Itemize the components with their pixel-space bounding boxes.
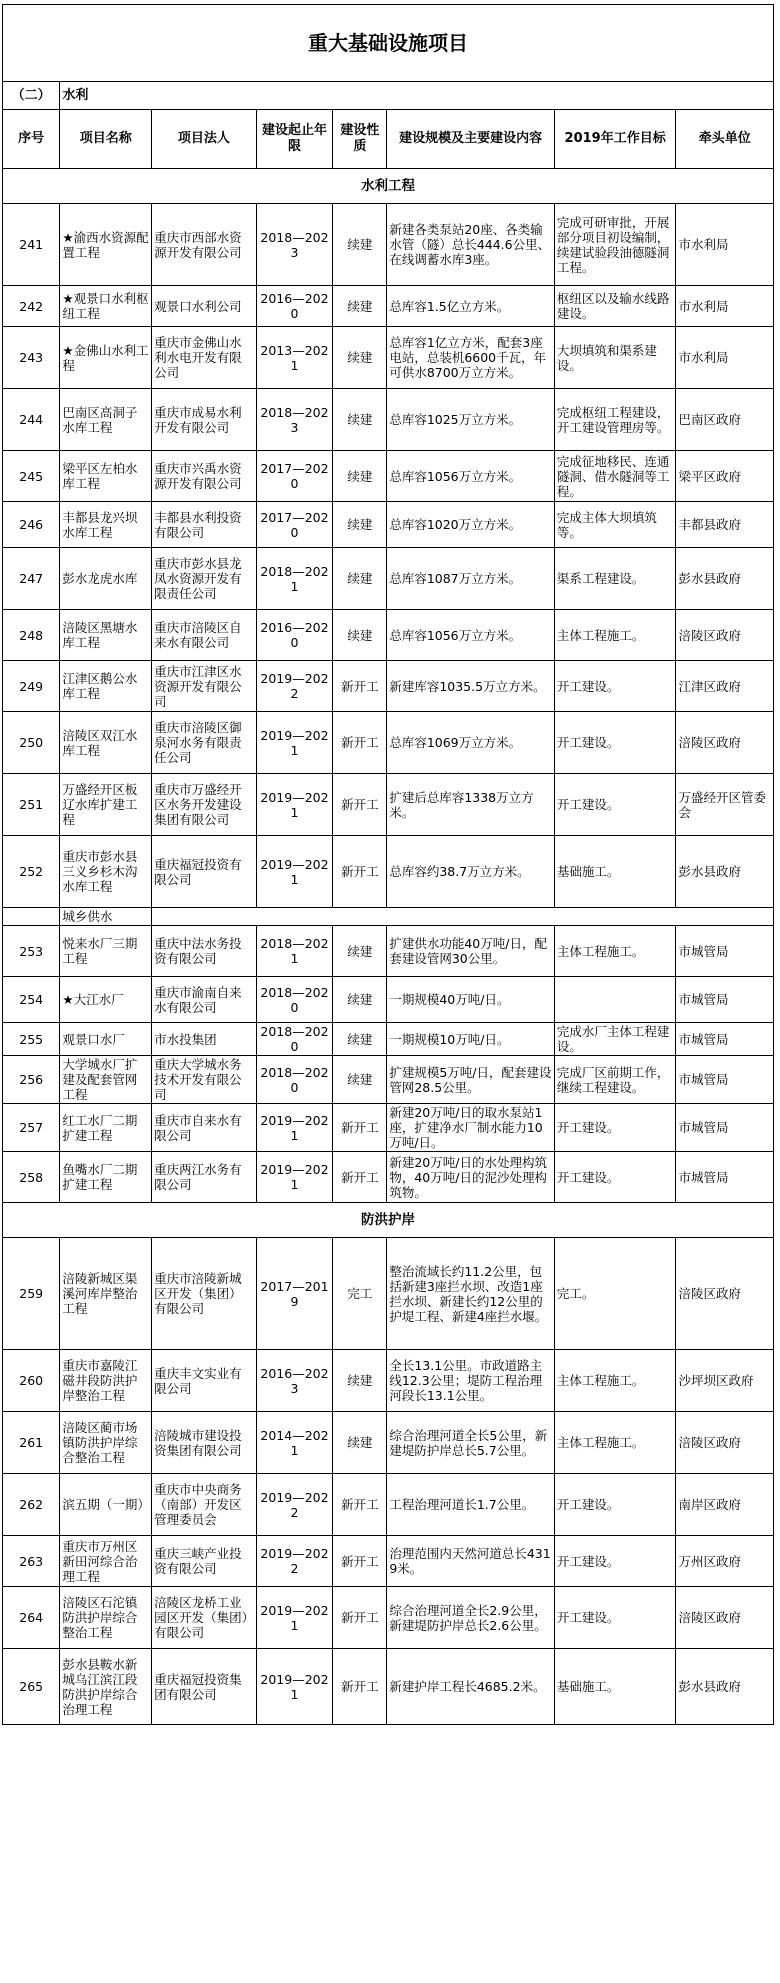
cell-nature: 续建 bbox=[333, 1023, 387, 1056]
cell-nature: 续建 bbox=[333, 286, 387, 327]
cell-nature: 续建 bbox=[333, 204, 387, 286]
cell-goal: 基础施工。 bbox=[554, 836, 676, 908]
cell-scope: 全长13.1公里。市政道路主线12.3公里；堤防工程治理河段长13.1公里。 bbox=[387, 1350, 555, 1412]
cell-goal: 大坝填筑和渠系建设。 bbox=[554, 327, 676, 389]
cell-no: 256 bbox=[3, 1056, 60, 1104]
cell-no: 251 bbox=[3, 774, 60, 836]
cell-name: ★大江水厂 bbox=[60, 977, 152, 1023]
cell-scope: 整治流域长约11.2公里，包括新建3座拦水坝、改造1座拦水坝、新建长约12公里的护堤工程、新建4座拦水堰。 bbox=[387, 1238, 555, 1350]
subsection-number: （二） bbox=[3, 82, 60, 110]
cell-lead: 市城管局 bbox=[676, 1152, 774, 1203]
table-row bbox=[3, 1412, 774, 1474]
cell-goal: 开工建设。 bbox=[554, 1104, 676, 1152]
cell-no: 246 bbox=[3, 502, 60, 548]
cell-name: 丰都县龙兴坝水库工程 bbox=[60, 502, 152, 548]
cell-years: 2018—2023 bbox=[256, 204, 333, 286]
cell-years: 2018—2023 bbox=[256, 389, 333, 451]
cell-name: 红工水厂二期扩建工程 bbox=[60, 1104, 152, 1152]
cell-no: 254 bbox=[3, 977, 60, 1023]
cell-lead: 市水利局 bbox=[676, 204, 774, 286]
cell-owner: 丰都县水利投资有限公司 bbox=[152, 502, 256, 548]
cell-goal: 开工建设。 bbox=[554, 1536, 676, 1587]
table-row bbox=[3, 1649, 774, 1725]
cell-no: 250 bbox=[3, 712, 60, 774]
cell-years: 2017—2020 bbox=[256, 451, 333, 502]
cell-nature: 续建 bbox=[333, 926, 387, 977]
cell-no: 255 bbox=[3, 1023, 60, 1056]
cell-no: 248 bbox=[3, 610, 60, 661]
cell-lead: 南岸区政府 bbox=[676, 1474, 774, 1536]
cell-goal: 主体工程施工。 bbox=[554, 610, 676, 661]
cell-owner: 重庆市西部水资源开发有限公司 bbox=[152, 204, 256, 286]
cell-lead: 万盛经开区管委会 bbox=[676, 774, 774, 836]
cell-lead: 市城管局 bbox=[676, 1023, 774, 1056]
cell-nature: 新开工 bbox=[333, 1649, 387, 1725]
cell-owner: 重庆大学城水务技术开发有限公司 bbox=[152, 1056, 256, 1104]
cell-owner: 重庆市金佛山水利水电开发有限公司 bbox=[152, 327, 256, 389]
cell-goal: 开工建设。 bbox=[554, 1474, 676, 1536]
cell-no: 260 bbox=[3, 1350, 60, 1412]
table-row bbox=[3, 774, 774, 836]
cell-scope: 总库容1.5亿立方米。 bbox=[387, 286, 555, 327]
cell-name: 万盛经开区板辽水库扩建工程 bbox=[60, 774, 152, 836]
table-row bbox=[3, 1104, 774, 1152]
cell-lead: 万州区政府 bbox=[676, 1536, 774, 1587]
cell-owner: 重庆市江津区水资源开发有限公司 bbox=[152, 661, 256, 712]
cell-name: 彭水龙虎水库 bbox=[60, 548, 152, 610]
table-row bbox=[3, 977, 774, 1023]
cell-name: 滨五期（一期） bbox=[60, 1474, 152, 1536]
cell-goal: 开工建设。 bbox=[554, 712, 676, 774]
cell-no: 264 bbox=[3, 1587, 60, 1649]
cell-no: 261 bbox=[3, 1412, 60, 1474]
section-title: 防洪护岸 bbox=[3, 1203, 774, 1238]
cell-lead: 涪陵区政府 bbox=[676, 1587, 774, 1649]
cell-no: 258 bbox=[3, 1152, 60, 1203]
table-row bbox=[3, 712, 774, 774]
cell-goal: 枢纽区以及输水线路建设。 bbox=[554, 286, 676, 327]
cell-nature: 续建 bbox=[333, 977, 387, 1023]
header-cell-years: 建设起止年限 bbox=[256, 110, 333, 169]
table-row bbox=[3, 836, 774, 908]
cell-owner: 重庆福冠投资集团有限公司 bbox=[152, 1649, 256, 1725]
cell-nature: 续建 bbox=[333, 389, 387, 451]
cell-lead: 江津区政府 bbox=[676, 661, 774, 712]
cell-years: 2019—2021 bbox=[256, 1587, 333, 1649]
cell-years: 2019—2021 bbox=[256, 1152, 333, 1203]
cell-years: 2018—2021 bbox=[256, 926, 333, 977]
cell-lead: 巴南区政府 bbox=[676, 389, 774, 451]
cell-owner: 市水投集团 bbox=[152, 1023, 256, 1056]
cell-scope: 新建各类泵站20座、各类输水管（隧）总长444.6公里、在线调蓄水库3座。 bbox=[387, 204, 555, 286]
cell-name: 江津区鹅公水库工程 bbox=[60, 661, 152, 712]
cell-owner: 重庆市中央商务（南部）开发区管理委员会 bbox=[152, 1474, 256, 1536]
cell-owner: 重庆丰文实业有限公司 bbox=[152, 1350, 256, 1412]
cell-scope: 总库容1056万立方米。 bbox=[387, 610, 555, 661]
cell-no: 262 bbox=[3, 1474, 60, 1536]
cell-lead: 市水利局 bbox=[676, 327, 774, 389]
category-spacer bbox=[152, 908, 774, 926]
table-row bbox=[3, 1350, 774, 1412]
cell-years: 2019—2022 bbox=[256, 1474, 333, 1536]
cell-lead: 市水利局 bbox=[676, 286, 774, 327]
cell-owner: 重庆福冠投资有限公司 bbox=[152, 836, 256, 908]
cell-nature: 续建 bbox=[333, 1350, 387, 1412]
table-row bbox=[3, 926, 774, 977]
cell-owner: 重庆两江水务有限公司 bbox=[152, 1152, 256, 1203]
cell-owner: 重庆市万盛经开区水务开发建设集团有限公司 bbox=[152, 774, 256, 836]
table-row bbox=[3, 548, 774, 610]
header-cell-lead: 牵头单位 bbox=[676, 110, 774, 169]
cell-goal: 完工。 bbox=[554, 1238, 676, 1350]
cell-goal: 主体工程施工。 bbox=[554, 926, 676, 977]
cell-years: 2016—2020 bbox=[256, 610, 333, 661]
cell-no: 252 bbox=[3, 836, 60, 908]
cell-scope: 新建库容1035.5万立方米。 bbox=[387, 661, 555, 712]
table-row bbox=[3, 286, 774, 327]
cell-name: ★金佛山水利工程 bbox=[60, 327, 152, 389]
cell-nature: 续建 bbox=[333, 1412, 387, 1474]
table-row bbox=[3, 389, 774, 451]
cell-goal: 完成枢纽工程建设，开工建设管理房等。 bbox=[554, 389, 676, 451]
cell-nature: 新开工 bbox=[333, 1152, 387, 1203]
cell-lead: 市城管局 bbox=[676, 1056, 774, 1104]
table-row bbox=[3, 1023, 774, 1056]
page-title: 重大基础设施项目 bbox=[3, 5, 774, 82]
section-title: 水利工程 bbox=[3, 169, 774, 204]
cell-years: 2019—2021 bbox=[256, 836, 333, 908]
cell-owner: 涪陵城市建设投资集团有限公司 bbox=[152, 1412, 256, 1474]
cell-scope: 治理范围内天然河道总长4319米。 bbox=[387, 1536, 555, 1587]
cell-lead: 涪陵区政府 bbox=[676, 712, 774, 774]
cell-scope: 一期规模10万吨/日。 bbox=[387, 1023, 555, 1056]
cell-goal: 完成厂区前期工作，继续工程建设。 bbox=[554, 1056, 676, 1104]
cell-goal: 开工建设。 bbox=[554, 1587, 676, 1649]
cell-no: 241 bbox=[3, 204, 60, 286]
cell-years: 2019—2021 bbox=[256, 712, 333, 774]
cell-lead: 涪陵区政府 bbox=[676, 1238, 774, 1350]
cell-owner: 重庆市渝南自来水有限公司 bbox=[152, 977, 256, 1023]
cell-owner: 重庆市成易水利开发有限公司 bbox=[152, 389, 256, 451]
cell-nature: 续建 bbox=[333, 451, 387, 502]
cell-name: 涪陵新城区渠溪河库岸整治工程 bbox=[60, 1238, 152, 1350]
cell-scope: 新建20万吨/日的水处理构筑物，40万吨/日的泥沙处理构筑物。 bbox=[387, 1152, 555, 1203]
cell-name: 涪陵区石沱镇防洪护岸综合整治工程 bbox=[60, 1587, 152, 1649]
cell-goal: 渠系工程建设。 bbox=[554, 548, 676, 610]
cell-years: 2019—2022 bbox=[256, 661, 333, 712]
cell-no: 242 bbox=[3, 286, 60, 327]
table-row bbox=[3, 1056, 774, 1104]
table-row bbox=[3, 610, 774, 661]
cell-years: 2018—2020 bbox=[256, 977, 333, 1023]
cell-name: 重庆市彭水县三义乡杉木沟水库工程 bbox=[60, 836, 152, 908]
cell-name: 大学城水厂扩建及配套管网工程 bbox=[60, 1056, 152, 1104]
cell-owner: 涪陵区龙桥工业园区开发（集团）有限公司 bbox=[152, 1587, 256, 1649]
cell-name: 悦来水厂三期工程 bbox=[60, 926, 152, 977]
cell-name: 鱼嘴水厂二期扩建工程 bbox=[60, 1152, 152, 1203]
table-row bbox=[3, 1238, 774, 1350]
cell-scope: 总库容约38.7万立方米。 bbox=[387, 836, 555, 908]
cell-years: 2017—2019 bbox=[256, 1238, 333, 1350]
cell-goal: 完成主体大坝填筑等。 bbox=[554, 502, 676, 548]
cell-no: 244 bbox=[3, 389, 60, 451]
table-row bbox=[3, 327, 774, 389]
cell-no: 243 bbox=[3, 327, 60, 389]
cell-no: 249 bbox=[3, 661, 60, 712]
header-cell-scope: 建设规模及主要建设内容 bbox=[387, 110, 555, 169]
cell-scope: 总库容1025万立方米。 bbox=[387, 389, 555, 451]
cell-nature: 新开工 bbox=[333, 1474, 387, 1536]
cell-no: 257 bbox=[3, 1104, 60, 1152]
cell-no: 265 bbox=[3, 1649, 60, 1725]
cell-years: 2016—2023 bbox=[256, 1350, 333, 1412]
cell-lead: 沙坪坝区政府 bbox=[676, 1350, 774, 1412]
cell-scope: 总库容1056万立方米。 bbox=[387, 451, 555, 502]
cell-name: 重庆市嘉陵江磁井段防洪护岸整治工程 bbox=[60, 1350, 152, 1412]
table-row bbox=[3, 204, 774, 286]
cell-owner: 重庆市涪陵新城区开发（集团）有限公司 bbox=[152, 1238, 256, 1350]
cell-lead: 涪陵区政府 bbox=[676, 610, 774, 661]
cell-no: 263 bbox=[3, 1536, 60, 1587]
table-row bbox=[3, 451, 774, 502]
cell-scope: 扩建供水功能40万吨/日，配套建设管网30公里。 bbox=[387, 926, 555, 977]
cell-scope: 总库容1亿立方米，配套3座电站，总装机6600千瓦，年可供水8700万立方米。 bbox=[387, 327, 555, 389]
cell-goal: 完成征地移民、连通隧洞、借水隧洞等工程。 bbox=[554, 451, 676, 502]
cell-scope: 新建20万吨/日的取水泵站1座，扩建净水厂制水能力10万吨/日。 bbox=[387, 1104, 555, 1152]
cell-years: 2014—2021 bbox=[256, 1412, 333, 1474]
cell-goal: 完成水厂主体工程建设。 bbox=[554, 1023, 676, 1056]
cell-owner: 重庆市自来水有限公司 bbox=[152, 1104, 256, 1152]
cell-scope: 新建护岸工程长4685.2米。 bbox=[387, 1649, 555, 1725]
cell-nature: 新开工 bbox=[333, 1104, 387, 1152]
cell-lead: 涪陵区政府 bbox=[676, 1412, 774, 1474]
cell-years: 2013—2021 bbox=[256, 327, 333, 389]
cell-years: 2019—2022 bbox=[256, 1536, 333, 1587]
cell-owner: 观景口水利公司 bbox=[152, 286, 256, 327]
category-row bbox=[3, 908, 774, 926]
cell-owner: 重庆三峡产业投资有限公司 bbox=[152, 1536, 256, 1587]
cell-nature: 新开工 bbox=[333, 1587, 387, 1649]
cell-no: 253 bbox=[3, 926, 60, 977]
table-row bbox=[3, 1474, 774, 1536]
cell-years: 2017—2020 bbox=[256, 502, 333, 548]
cell-lead: 市城管局 bbox=[676, 977, 774, 1023]
cell-nature: 新开工 bbox=[333, 661, 387, 712]
projects-table bbox=[2, 4, 774, 1725]
cell-goal: 主体工程施工。 bbox=[554, 1412, 676, 1474]
cell-no: 245 bbox=[3, 451, 60, 502]
cell-lead: 梁平区政府 bbox=[676, 451, 774, 502]
header-cell-name: 项目名称 bbox=[60, 110, 152, 169]
header-cell-goal: 2019年工作目标 bbox=[554, 110, 676, 169]
cell-scope: 扩建后总库容1338万立方米。 bbox=[387, 774, 555, 836]
cell-goal: 完成可研审批，开展部分项目初设编制，续建试验段油德隧洞工程。 bbox=[554, 204, 676, 286]
cell-scope: 综合治理河道全长2.9公里，新建堤防护岸总长2.6公里。 bbox=[387, 1587, 555, 1649]
header-cell-nature: 建设性质 bbox=[333, 110, 387, 169]
cell-years: 2019—2021 bbox=[256, 1649, 333, 1725]
cell-goal bbox=[554, 977, 676, 1023]
cell-nature: 续建 bbox=[333, 502, 387, 548]
cell-nature: 新开工 bbox=[333, 774, 387, 836]
section-header bbox=[3, 169, 774, 204]
cell-owner: 重庆市涪陵区御泉河水务有限责任公司 bbox=[152, 712, 256, 774]
cell-goal: 主体工程施工。 bbox=[554, 1350, 676, 1412]
cell-name: ★渝西水资源配置工程 bbox=[60, 204, 152, 286]
cell-scope: 综合治理河道全长5公里，新建堤防护岸总长5.7公里。 bbox=[387, 1412, 555, 1474]
cell-scope: 总库容1069万立方米。 bbox=[387, 712, 555, 774]
cell-scope: 扩建规模5万吨/日，配套建设管网28.5公里。 bbox=[387, 1056, 555, 1104]
cell-years: 2019—2021 bbox=[256, 774, 333, 836]
cell-no: 247 bbox=[3, 548, 60, 610]
cell-name: ★观景口水利枢纽工程 bbox=[60, 286, 152, 327]
cell-name: 巴南区高洞子水库工程 bbox=[60, 389, 152, 451]
section-header bbox=[3, 1203, 774, 1238]
cell-lead: 彭水县政府 bbox=[676, 1649, 774, 1725]
cell-owner: 重庆市兴禹水资源开发有限公司 bbox=[152, 451, 256, 502]
table-row bbox=[3, 1536, 774, 1587]
table-row bbox=[3, 1152, 774, 1203]
cell-owner: 重庆中法水务投资有限公司 bbox=[152, 926, 256, 977]
header-cell-no: 序号 bbox=[3, 110, 60, 169]
cell-nature: 续建 bbox=[333, 327, 387, 389]
cell-years: 2019—2021 bbox=[256, 1104, 333, 1152]
cell-lead: 彭水县政府 bbox=[676, 548, 774, 610]
cell-goal: 开工建设。 bbox=[554, 1152, 676, 1203]
cell-nature: 新开工 bbox=[333, 1536, 387, 1587]
cell-years: 2018—2020 bbox=[256, 1023, 333, 1056]
cell-name: 涪陵区黑塘水库工程 bbox=[60, 610, 152, 661]
subsection-name: 水利 bbox=[60, 82, 774, 110]
cell-scope: 总库容1087万立方米。 bbox=[387, 548, 555, 610]
cell-name: 彭水县鞍水新城乌江滨江段防洪护岸综合治理工程 bbox=[60, 1649, 152, 1725]
table-row bbox=[3, 502, 774, 548]
cell-name: 涪陵区蔺市场镇防洪护岸综合整治工程 bbox=[60, 1412, 152, 1474]
header-row bbox=[3, 110, 774, 169]
cell-scope: 工程治理河道长1.7公里。 bbox=[387, 1474, 555, 1536]
cell-owner: 重庆市彭水县龙凤水资源开发有限责任公司 bbox=[152, 548, 256, 610]
header-cell-owner: 项目法人 bbox=[152, 110, 256, 169]
cell-nature: 续建 bbox=[333, 610, 387, 661]
cell-no: 259 bbox=[3, 1238, 60, 1350]
table-row bbox=[3, 1587, 774, 1649]
cell-years: 2016—2020 bbox=[256, 286, 333, 327]
cell-nature: 完工 bbox=[333, 1238, 387, 1350]
cell-years: 2018—2021 bbox=[256, 548, 333, 610]
cell-nature: 新开工 bbox=[333, 712, 387, 774]
cell-nature: 新开工 bbox=[333, 836, 387, 908]
cell-name: 重庆市万州区新田河综合治理工程 bbox=[60, 1536, 152, 1587]
cell-nature: 续建 bbox=[333, 1056, 387, 1104]
category-spacer bbox=[3, 908, 60, 926]
cell-name: 涪陵区双江水库工程 bbox=[60, 712, 152, 774]
cell-scope: 一期规模40万吨/日。 bbox=[387, 977, 555, 1023]
cell-lead: 市城管局 bbox=[676, 926, 774, 977]
cell-name: 梁平区左柏水库工程 bbox=[60, 451, 152, 502]
cell-name: 观景口水厂 bbox=[60, 1023, 152, 1056]
cell-goal: 开工建设。 bbox=[554, 661, 676, 712]
cell-years: 2018—2020 bbox=[256, 1056, 333, 1104]
cell-owner: 重庆市涪陵区自来水有限公司 bbox=[152, 610, 256, 661]
cell-goal: 开工建设。 bbox=[554, 774, 676, 836]
cell-goal: 基础施工。 bbox=[554, 1649, 676, 1725]
cell-nature: 续建 bbox=[333, 548, 387, 610]
table-row bbox=[3, 661, 774, 712]
cell-scope: 总库容1020万立方米。 bbox=[387, 502, 555, 548]
cell-lead: 彭水县政府 bbox=[676, 836, 774, 908]
category-label: 城乡供水 bbox=[60, 908, 152, 926]
cell-lead: 丰都县政府 bbox=[676, 502, 774, 548]
cell-lead: 市城管局 bbox=[676, 1104, 774, 1152]
